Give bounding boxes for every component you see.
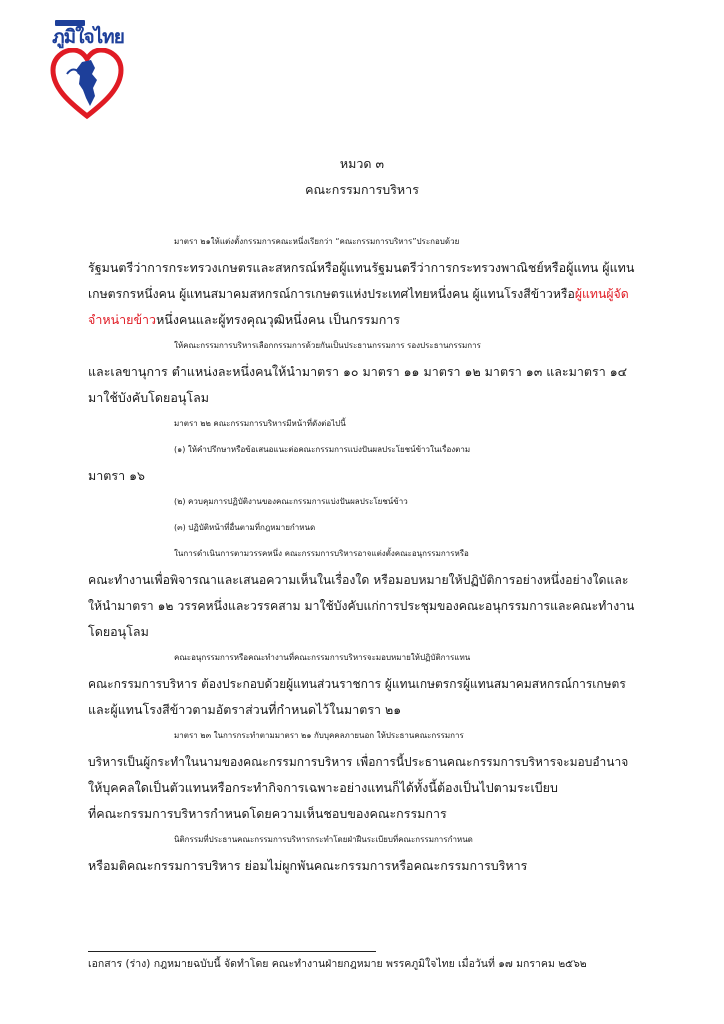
section-22c-line-1: คณะอนุกรรมการหรือคณะทำงานที่คณะกรรมการบริหารจะมอบหมายให้ปฏิบัติการแทน xyxy=(174,653,471,662)
chapter-title: คณะกรรมการบริหาร xyxy=(305,182,419,197)
section-23-line-2: บริหารเป็นผู้กระทำในนามของคณะกรรมการบริหาร เพื่อการนี้ประธานคณะกรรมการบริหารจะมอบอำนาจ xyxy=(88,755,629,769)
chapter-number: หมวด ๓ xyxy=(339,156,385,171)
section-21-line-4 xyxy=(88,307,636,333)
section-22-item-2: (๒) ควบคุมการปฏิบัติงานของคณะกรรมการแบ่งปันผลประโยชน์ข้าว xyxy=(174,497,408,506)
section-21-line-3 xyxy=(88,281,636,307)
section-23-line-3: ให้บุคคลใดเป็นตัวแทนหรือกระทำกิจการเฉพาะอย่างแทนก็ได้ทั้งนี้ต้องเป็นไปตามระเบียบ xyxy=(88,780,558,795)
footnote: เอกสาร (ร่าง) กฎหมายฉบับนี้ จัดทำโดย คณะทำงานฝ่ายกฎหมาย พรรคภูมิใจไทย เมื่อวันที่ ๑๗ มกราคม ๒๕๖๒ xyxy=(88,958,587,970)
section-21-line-2: รัฐมนตรีว่าการกระทรวงเกษตรและสหกรณ์หรือผู้แทนรัฐมนตรีว่าการกระทรวงพาณิชย์หรือผู้แทน ผู้แทน xyxy=(88,260,635,275)
section-21b-line-3: มาใช้บังคับโดยอนุโลม xyxy=(88,390,210,405)
section-23b-line-1: นิติกรรมที่ประธานคณะกรรมการบริหารกระทำโดยฝ่าฝืนระเบียบที่คณะกรรมการกำหนด xyxy=(174,835,473,844)
highlight-text: จำหน่ายข้าว xyxy=(88,312,157,327)
section-23-line-4: ที่คณะกรรมการบริหารกำหนดโดยความเห็นชอบของคณะกรรมการ xyxy=(88,806,447,821)
section-22-item-3: (๓) ปฏิบัติหน้าที่อื่นตามที่กฎหมายกำหนด xyxy=(174,523,316,532)
section-22c-line-3: และผู้แทนโรงสีข้าวตามอัตราส่วนที่กำหนดไว้ในมาตรา ๒๑ xyxy=(88,702,402,717)
section-22-item-1-cont: มาตรา ๑๖ xyxy=(88,468,145,483)
section-22b-line-1: ในการดำเนินการตามวรรคหนึ่ง คณะกรรมการบริหารอาจแต่งตั้งคณะอนุกรรมการหรือ xyxy=(174,549,469,558)
section-22c-line-2: คณะกรรมการบริหาร ต้องประกอบด้วยผู้แทนส่วนราชการ ผู้แทนเกษตรกรผู้แทนสมาคมสหกรณ์การเกษตร xyxy=(88,677,626,691)
section-22-item-1: (๑) ให้คำปรึกษาหรือข้อเสนอแนะต่อคณะกรรมการแบ่งปันผลประโยชน์ข้าวในเรื่องตาม xyxy=(174,445,471,454)
section-21-line-1: มาตรา ๒๑ให้แต่งตั้งกรรมการคณะหนึ่งเรียกว่า “คณะกรรมการบริหาร”ประกอบด้วย xyxy=(174,237,460,246)
section-22b-line-4: โดยอนุโลม xyxy=(88,624,149,639)
highlight-text: ผู้แทนผู้จัด xyxy=(574,287,629,301)
section-21-line-3-text: เกษตรกรหนึ่งคน ผู้แทนสมาคมสหกรณ์การเกษตรแห่งประเทศไทยหนึ่งคน ผู้แทนโรงสีข้าวหรือ xyxy=(88,287,575,301)
section-22b-line-2: คณะทำงานเพื่อพิจารณาและเสนอความเห็นในเรื่องใด หรือมอบหมายให้ปฏิบัติการอย่างหนึ่งอย่างใดและ xyxy=(88,573,629,587)
section-21-line-4-text: หนึ่งคนและผู้ทรงคุณวุฒิหนึ่งคน เป็นกรรมการ xyxy=(156,312,400,327)
footnote-divider xyxy=(88,951,376,952)
section-22-line-1: มาตรา ๒๒ คณะกรรมการบริหารมีหน้าที่ดังต่อไปนี้ xyxy=(174,419,346,428)
section-22b-line-3: ให้นำมาตรา ๑๒ วรรคหนึ่งและวรรคสาม มาใช้บังคับแก่การประชุมของคณะอนุกรรมการและคณะทำงาน xyxy=(88,599,635,613)
section-21b-line-1: ให้คณะกรรมการบริหารเลือกกรรมการด้วยกันเป็นประธานกรรมการ รองประธานกรรมการ xyxy=(174,341,481,350)
section-21b-line-2: และเลขานุการ ตำแหน่งละหนึ่งคนให้นำมาตรา ๑๐ มาตรา ๑๑ มาตรา ๑๒ มาตรา ๑๓ และมาตรา ๑๔ xyxy=(88,364,628,379)
section-23-line-1: มาตรา ๒๓ ในการกระทำตามมาตรา ๒๑ กับบุคคลภายนอก ให้ประธานคณะกรรมการ xyxy=(174,731,464,740)
logo-wordmark: ภูมิใจไทย xyxy=(52,26,124,48)
section-23b-line-2: หรือมติคณะกรรมการบริหาร ย่อมไม่ผูกพันคณะกรรมการหรือคณะกรรมการบริหาร xyxy=(88,858,528,873)
party-logo xyxy=(49,18,125,120)
heart-map-icon xyxy=(49,48,125,120)
